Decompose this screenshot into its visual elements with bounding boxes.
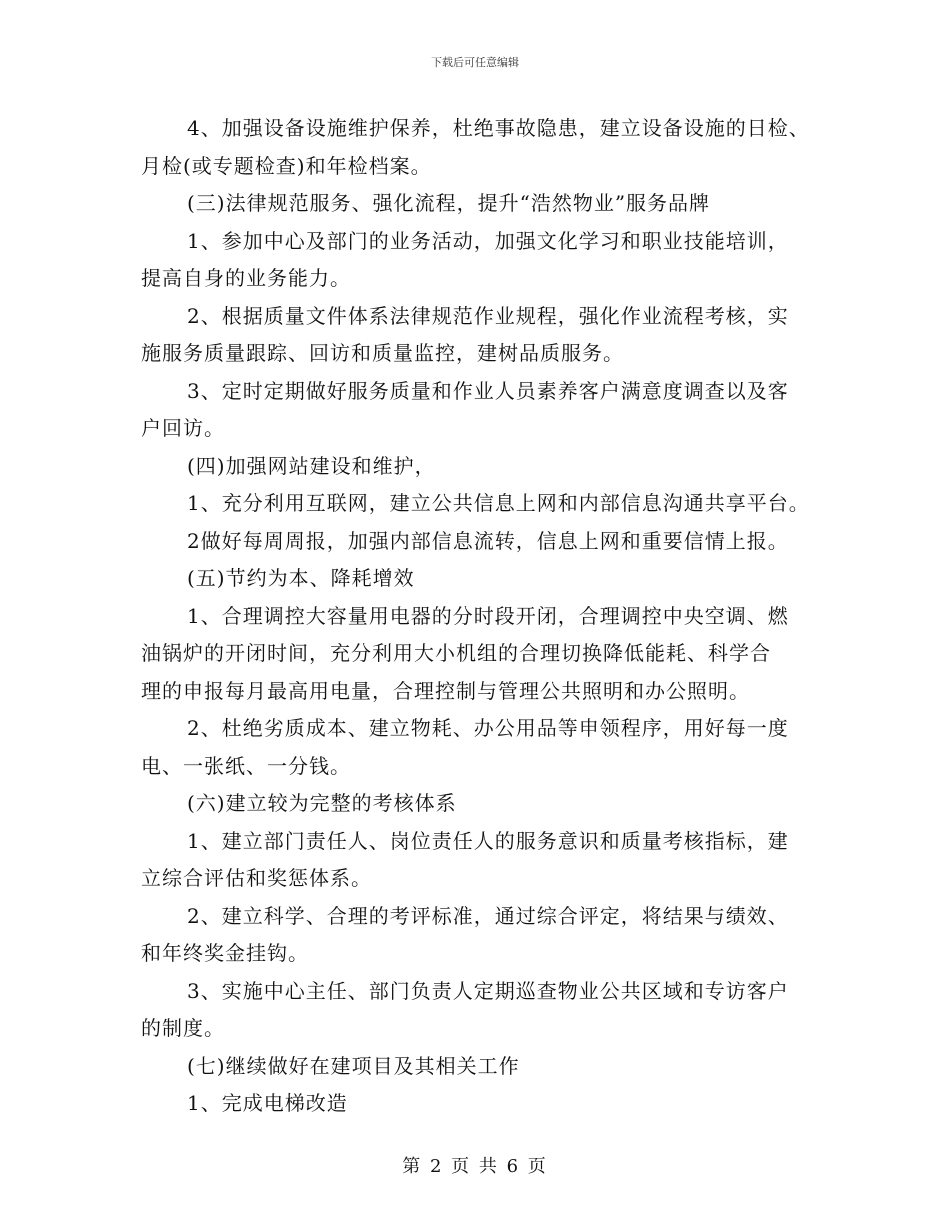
text-line: 3、定时定期做好服务质量和作业人员素养客户满意度调查以及客 bbox=[187, 378, 789, 403]
text-line: 4、加强设备设施维护保养，杜绝事故隐患，建立设备设施的日检、 bbox=[187, 116, 810, 140]
text-line: 的制度。 bbox=[141, 1016, 225, 1040]
text-line: (七)继续做好在建项目及其相关工作 bbox=[187, 1053, 520, 1078]
text-line: 1、建立部门责任人、岗位责任人的服务意识和质量考核指标，建 bbox=[187, 828, 789, 853]
text-line: 1、合理调控大容量用电器的分时段开闭，合理调控中央空调、燃 bbox=[187, 603, 789, 628]
text-line: (三)法律规范服务、强化流程，提升“浩然物业”服务品牌 bbox=[187, 191, 711, 215]
text-line: (五)节约为本、降耗增效 bbox=[187, 566, 415, 590]
text-line: 1、完成电梯改造 bbox=[187, 1091, 348, 1115]
text-line: 3、实施中心主任、部门负责人定期巡查物业公共区域和专访客户 bbox=[187, 978, 789, 1003]
text-line: 理的申报每月最高用电量，合理控制与管理公共照明和办公照明。 bbox=[141, 678, 750, 703]
text-line: 施服务质量跟踪、回访和质量监控，建树品质服务。 bbox=[141, 341, 624, 365]
text-line: 2、建立科学、合理的考评标准，通过综合评定，将结果与绩效、 bbox=[187, 903, 789, 928]
text-line: 提高自身的业务能力。 bbox=[141, 266, 351, 290]
text-line: 和年终奖金挂钩。 bbox=[141, 941, 309, 965]
text-line: 1、充分利用互联网，建立公共信息上网和内部信息沟通共享平台。 bbox=[187, 491, 810, 515]
text-line: 月检(或专题检查)和年检档案。 bbox=[141, 153, 432, 178]
text-line: 2做好每周周报，加强内部信息流转，信息上网和重要信情上报。 bbox=[187, 528, 789, 553]
document-body bbox=[141, 110, 821, 1123]
text-line: 1、参加中心及部门的业务活动，加强文化学习和职业技能培训， bbox=[187, 228, 789, 253]
text-line: 油锅炉的开闭时间，充分利用大小机组的合理切换降低能耗、科学合 bbox=[141, 641, 771, 665]
page-number: 第 2 页 共 6 页 bbox=[402, 1156, 548, 1177]
text-line: 2、杜绝劣质成本、建立物耗、办公用品等申领程序，用好每一度 bbox=[187, 716, 789, 740]
text-line: 户回访。 bbox=[141, 416, 225, 440]
text-line: 2、根据质量文件体系法律规范作业规程，强化作业流程考核，实 bbox=[187, 303, 789, 328]
header-note: 下载后可任意编辑 bbox=[431, 56, 519, 69]
text-line: 立综合评估和奖惩体系。 bbox=[141, 866, 372, 890]
text-line: 电、一张纸、一分钱。 bbox=[141, 753, 351, 778]
text-line: (四)加强网站建设和维护， bbox=[187, 453, 436, 478]
text-line: (六)建立较为完整的考核体系 bbox=[187, 791, 457, 815]
